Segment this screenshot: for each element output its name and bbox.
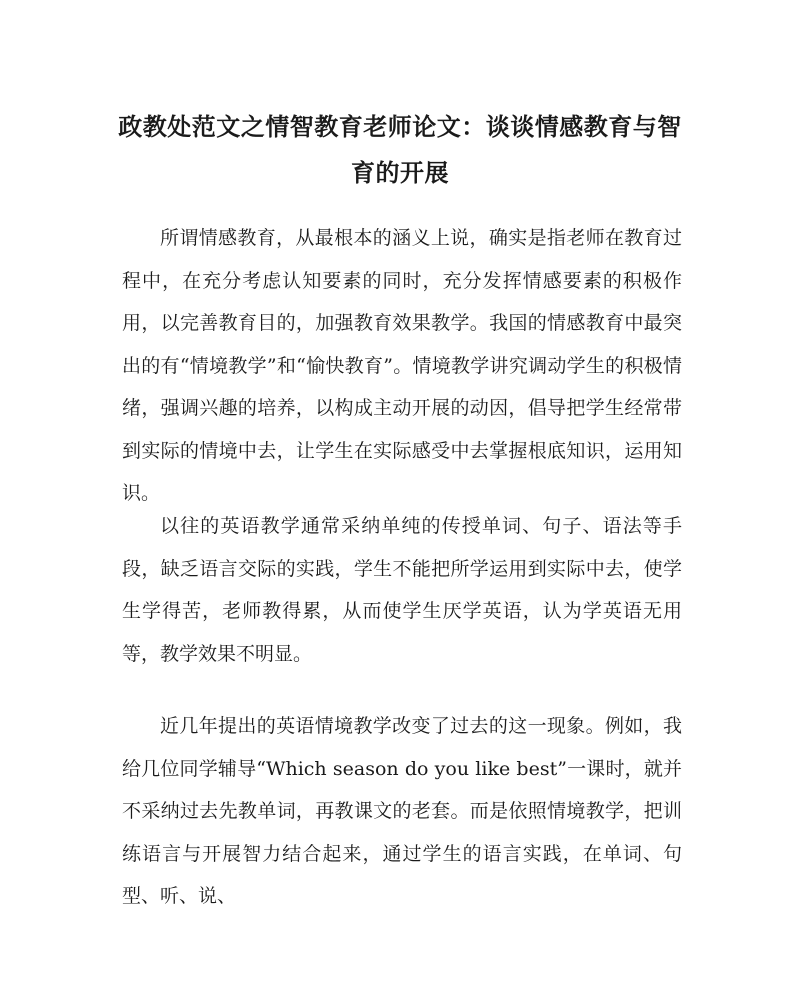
document-title: 政教处范文之情智教育老师论文：谈谈情感教育与智育的开展: [118, 112, 682, 187]
paragraph-2: 以往的英语教学通常采纳单纯的传授单词、句子、语法等手段，缺乏语言交际的实践，学生不能把所学运用到实际中去，使学生学得苦，老师教得累，从而使学生厌学英语，认为学英语无用等，教学效果不明显。: [122, 515, 682, 665]
paragraph-3: 近几年提出的英语情境教学改变了过去的这一现象。例如，我给几位同学辅导“Which season do you like best”一课时，就并不采纳过去先教单词，再教课文的老套。而是依照情境教学，把训练语言与开展智力结合起来，通过学生的语言实践，在单词、句型、听、说、: [122, 715, 682, 907]
paragraph-1: 所谓情感教育，从最根本的涵义上说，确实是指老师在教育过程中，在充分考虑认知要素的同时，充分发挥情感要素的积极作用，以完善教育目的，加强教育效果教学。我国的情感教育中最突出的有“情境教学”和“愉快教育”。情境教学讲究调动学生的积极情绪，强调兴趣的培养，以构成主动开展的动因，倡导把学生经常带到实际的情境中去，让学生在实际感受中去掌握根底知识，运用知识。: [122, 227, 682, 504]
